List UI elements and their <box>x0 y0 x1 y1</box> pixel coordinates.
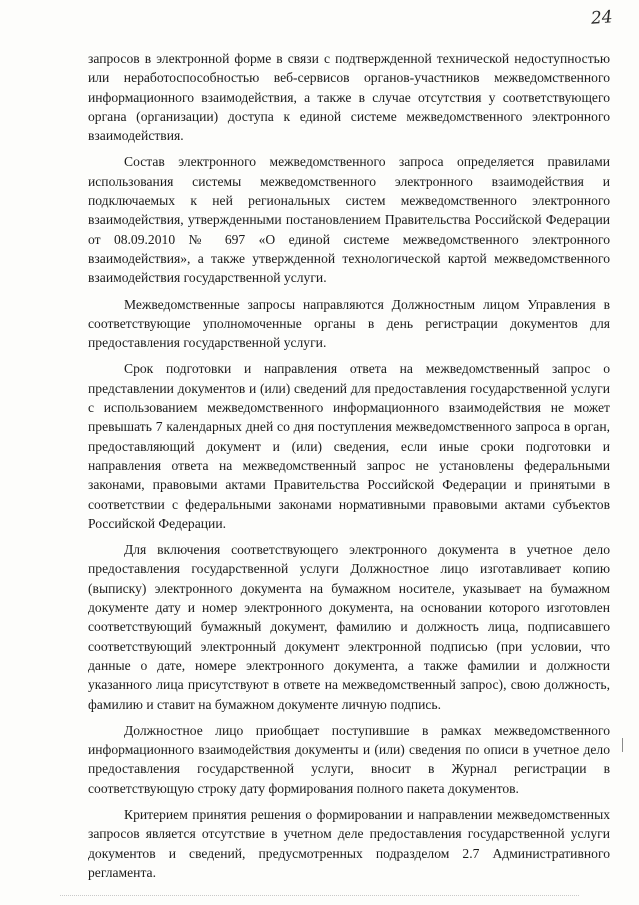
paragraph-1: запросов в электронной форме в связи с подтвержденной технической недоступностью или неработоспособностью веб-сервисов органов-участников межведомственного информационного взаимодействия, а также в случае отсутствия у соответствующего органа (организации) доступа к единой системе межведомственного электронного взаимодействия. <box>88 51 610 144</box>
paragraph-4: Срок подготовки и направления ответа на межведомственный запрос о представлении документов и (или) сведений для предоставления государственной услуги с использованием межведомственного информационного взаимодействия не может превышать 7 календарных дней со дня поступления межведомственного запроса в орган, предоставляющий документ и (или) сведения, если иные сроки подготовки и направления ответа на межведомственный запрос не установлены федеральными законами, правовыми актами Правительства Российской Федерации и принятыми в соответствии с федеральными законами нормативными правовыми актами субъектов Российской Федерации. <box>88 361 610 531</box>
page-number: 24 <box>590 7 614 29</box>
paragraph-6: Должностное лицо приобщает поступившие в рамках межведомственного информационного взаимодействия документы и (или) сведения по описи в учетное дело предоставления государственной услуги, вносит в Журнал регистрации в соответствующую строку дату формирования полного пакета документов. <box>88 722 610 796</box>
scan-mark <box>622 738 623 752</box>
paragraph-5: Для включения соответствующего электронного документа в учетное дело предоставления государственной услуги Должностное лицо изготавливает копию (выписку) электронного документа на бумажном носителе, указывает на бумажном документе дату и номер электронного документа, на основании которого изготовлен соответствующий бумажный документ, фамилию и должность лица, подписавшего соответствующий электронный документ электронной подписью (при условии, что данные о дате, номере электронного документа, а также фамилии и должности указанного лица присутствуют в ответе на межведомственный запрос), свою должность, фамилию и ставит на бумажном документе личную подпись. <box>88 542 610 712</box>
paragraph-2: Состав электронного межведомственного запроса определяется правилами использования системы межведомственного электронного взаимодействия и подключаемых к ней региональных систем межведомственного электронного взаимодействия, утвержденными постановлением Правительства Российской Федерации от 08.09.2010 № 697 «О единой системе межведомственного электронного взаимодействия», а также утвержденной технологической картой межведомственного взаимодействия государственной услуги. <box>88 154 610 286</box>
document-body <box>88 49 610 889</box>
scan-edge-line <box>60 895 579 897</box>
paragraph-3: Межведомственные запросы направляются Должностным лицом Управления в соответствующие уполномоченные органы в день регистрации документов для предоставления государственной услуги. <box>88 296 610 351</box>
paragraph-7: Критерием принятия решения о формировании и направлении межведомственных запросов является отсутствие в учетном деле предоставления государственной услуги документов и сведений, предусмотренных подразделом 2.7 Административного регламента. <box>88 806 610 880</box>
